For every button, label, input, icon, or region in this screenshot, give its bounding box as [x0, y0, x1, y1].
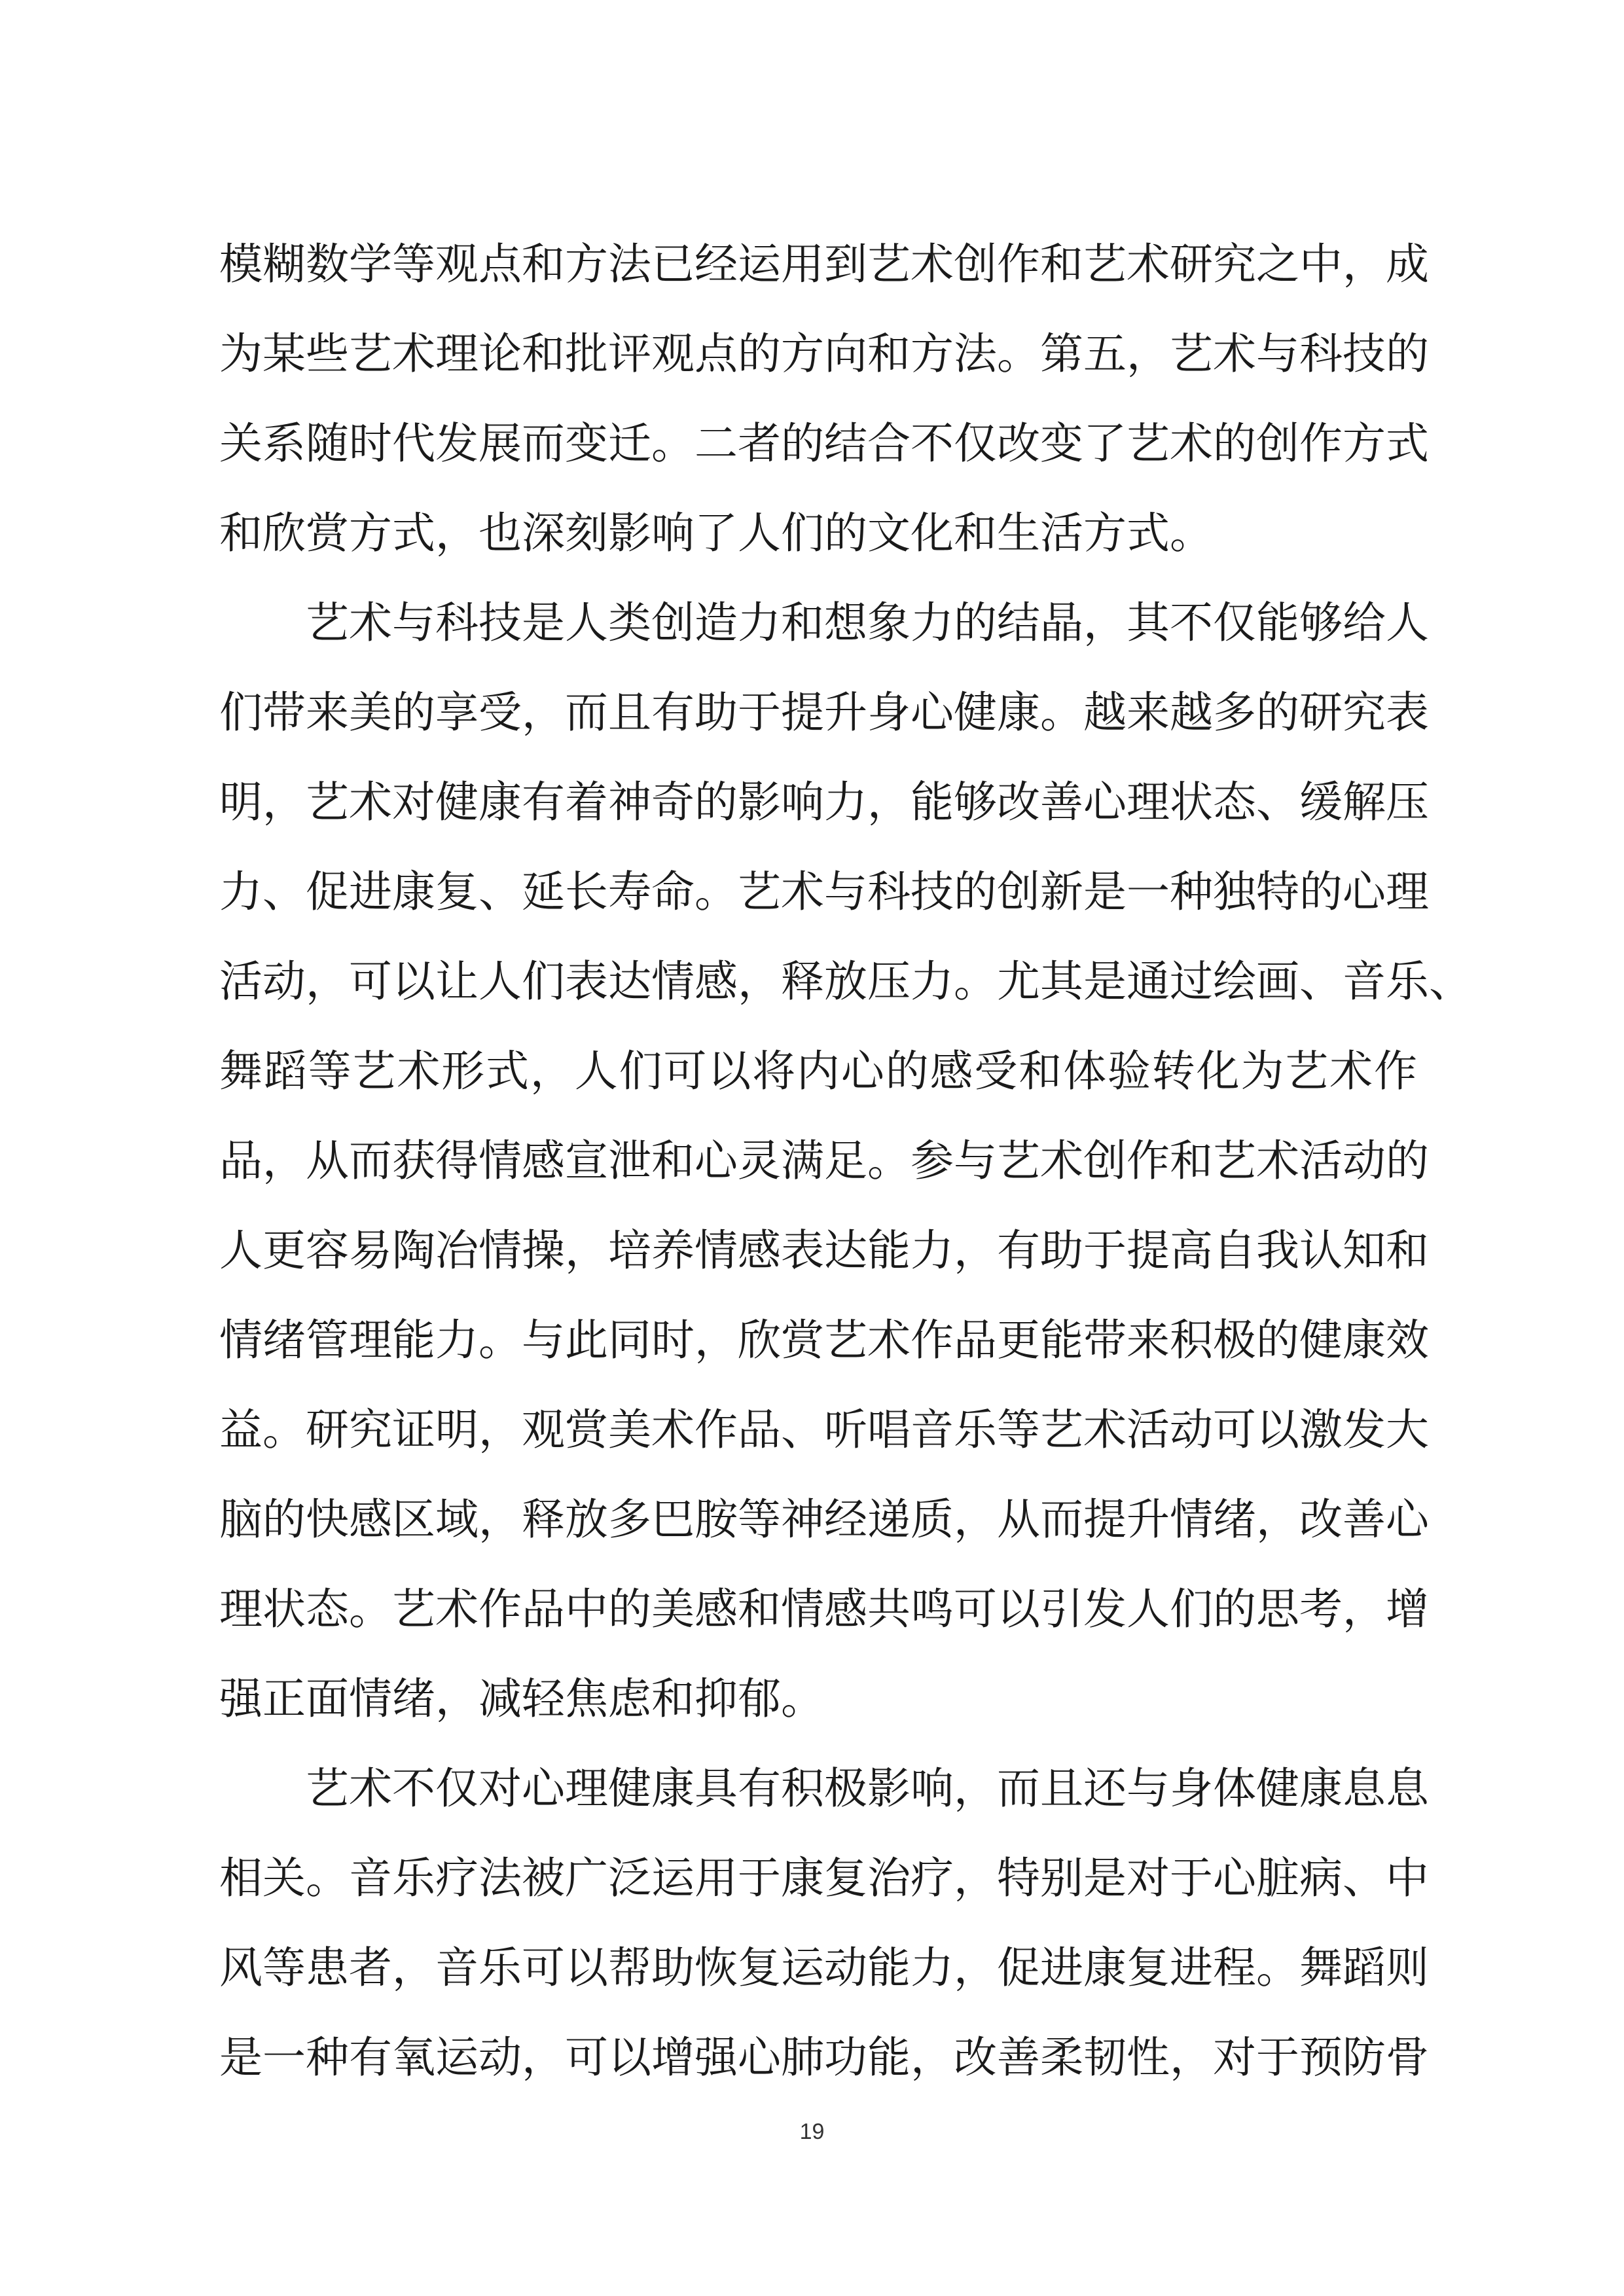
- paragraph-first-line: 艺术与科技是人类创造力和想象力的结晶，其不仅能够给人: [306, 598, 1429, 648]
- text-line: 脑的快感区域，释放多巴胺等神经递质，从而提升情绪，改善心: [219, 1494, 1429, 1545]
- text-line: 为某些艺术理论和批评观点的方向和方法。第五，艺术与科技的: [219, 329, 1429, 379]
- text-line: 活动，可以让人们表达情感，释放压力。尤其是通过绘画、音乐、: [219, 956, 1472, 1007]
- text-line: 人更容易陶冶情操，培养情感表达能力，有助于提高自我认知和: [219, 1225, 1429, 1276]
- text-line: 是一种有氧运动，可以增强心肺功能，改善柔韧性，对于预防骨: [219, 2032, 1429, 2083]
- page-number: 19: [799, 2119, 825, 2144]
- text-line: 益。研究证明，观赏美术作品、听唱音乐等艺术活动可以激发大: [219, 1405, 1429, 1455]
- text-line: 模糊数学等观点和方法已经运用到艺术创作和艺术研究之中，成: [219, 239, 1429, 289]
- text-line: 们带来美的享受，而且有助于提升身心健康。越来越多的研究表: [219, 687, 1429, 738]
- text-line: 品，从而获得情感宣泄和心灵满足。参与艺术创作和艺术活动的: [219, 1136, 1429, 1186]
- text-line: 明，艺术对健康有着神奇的影响力，能够改善心理状态、缓解压: [219, 777, 1429, 827]
- text-line: 强正面情绪，减轻焦虑和抑郁。: [219, 1674, 824, 1724]
- text-line: 关系随时代发展而变迁。二者的结合不仅改变了艺术的创作方式: [219, 418, 1429, 469]
- text-line: 和欣赏方式，也深刻影响了人们的文化和生活方式。: [219, 508, 1213, 558]
- body-text: [219, 219, 1472, 2102]
- text-line: 理状态。艺术作品中的美感和情感共鸣可以引发人们的思考，增: [219, 1584, 1429, 1634]
- text-line: 相关。音乐疗法被广泛运用于康复治疗，特别是对于心脏病、中: [219, 1853, 1429, 1903]
- text-line: 情绪管理能力。与此同时，欣赏艺术作品更能带来积极的健康效: [219, 1315, 1429, 1365]
- text-line: 风等患者，音乐可以帮助恢复运动能力，促进康复进程。舞蹈则: [219, 1943, 1429, 1993]
- text-line: 力、促进康复、延长寿命。艺术与科技的创新是一种独特的心理: [219, 867, 1429, 917]
- paragraph-first-line: 艺术不仅对心理健康具有积极影响，而且还与身体健康息息: [306, 1763, 1429, 1814]
- text-line: 舞蹈等艺术形式，人们可以将内心的感受和体验转化为艺术作: [219, 1046, 1417, 1096]
